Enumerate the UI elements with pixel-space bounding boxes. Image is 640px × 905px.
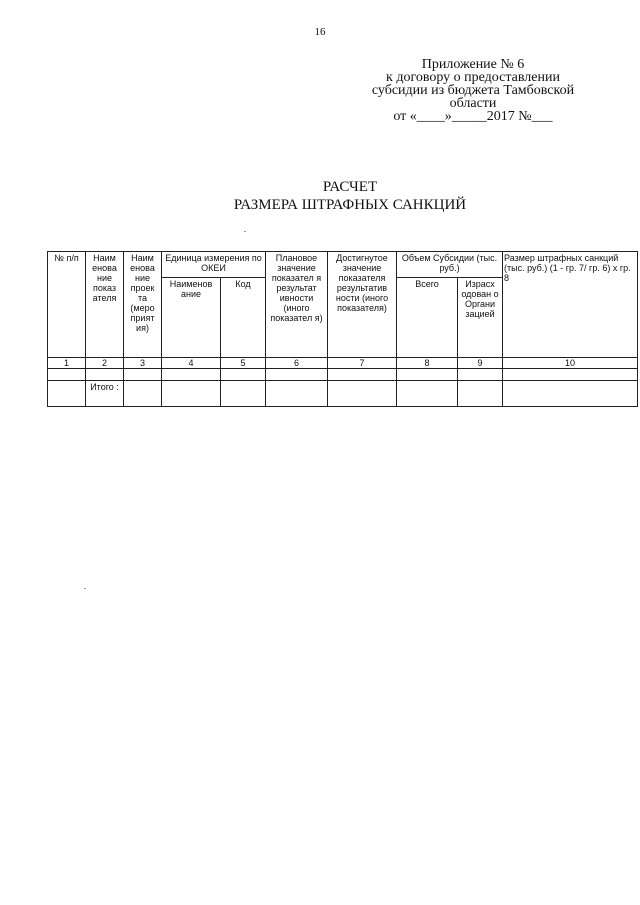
- scan-speck: [84, 588, 86, 589]
- column-number-row: [48, 358, 638, 369]
- header-subsidy-group: Объем Субсидии (тыс. руб.): [397, 252, 503, 278]
- header-subsidy-spent: Израсх одован о Органи зацией: [458, 278, 503, 358]
- table-cell: [328, 381, 397, 407]
- column-number: 10: [503, 358, 638, 369]
- header-achieved-value: Достигнутое значение показателя результатив ности (иного показателя): [328, 252, 397, 358]
- column-number: 7: [328, 358, 397, 369]
- appendix-line-3: субсидии из бюджета Тамбовской: [371, 83, 575, 98]
- sanctions-table: [47, 251, 638, 407]
- table-cell: [221, 369, 266, 381]
- table-cell: [458, 381, 503, 407]
- column-number: 5: [221, 358, 266, 369]
- header-row-1: [48, 252, 638, 278]
- column-number: 6: [266, 358, 328, 369]
- table-row-empty: [48, 369, 638, 381]
- table-row-total: [48, 381, 638, 407]
- page-number: 16: [314, 26, 326, 38]
- header-planned-value: Плановое значение показател я результат ивности (иного показател я): [266, 252, 328, 358]
- header-unit-group: Единица измерения по ОКЕИ: [162, 252, 266, 278]
- header-penalty-amount: Размер штрафных санкций (тыс. руб.) (1 - гр. 7/ гр. 6) x гр. 8: [503, 252, 638, 358]
- table-cell: [221, 381, 266, 407]
- column-number: 9: [458, 358, 503, 369]
- column-number: 1: [48, 358, 86, 369]
- table-cell: [48, 369, 86, 381]
- header-project-name: Наим енова ние проек та (меро прият ия): [124, 252, 162, 358]
- sanctions-table-wrapper: [47, 251, 640, 411]
- appendix-line-4: области: [449, 96, 497, 111]
- table-cell: [124, 369, 162, 381]
- header-number: № п/п: [48, 252, 86, 358]
- header-unit-name: Наименов ание: [162, 278, 221, 358]
- table-cell: [328, 369, 397, 381]
- table-cell: [397, 381, 458, 407]
- table-cell: [266, 381, 328, 407]
- header-unit-code: Код: [221, 278, 266, 358]
- scan-speck: [244, 231, 246, 232]
- column-number: 8: [397, 358, 458, 369]
- column-number: 2: [86, 358, 124, 369]
- appendix-line-2: к договору о предоставлении: [386, 70, 560, 85]
- table-cell: [458, 369, 503, 381]
- header-subsidy-total: Всего: [397, 278, 458, 358]
- appendix-line-1: Приложение № 6: [421, 57, 525, 72]
- column-number: 3: [124, 358, 162, 369]
- header-indicator-name: Наим енова ние показ ателя: [86, 252, 124, 358]
- table-cell: [266, 369, 328, 381]
- appendix-line-5: от «____»_____2017 №___: [393, 109, 553, 124]
- table-cell: [503, 369, 638, 381]
- table-cell: [48, 381, 86, 407]
- appendix-block: [360, 58, 586, 123]
- table-cell: [503, 381, 638, 407]
- title-line-2: РАЗМЕРА ШТРАФНЫХ САНКЦИЙ: [233, 197, 467, 213]
- total-label: Итого :: [86, 381, 124, 407]
- table-cell: [124, 381, 162, 407]
- table-cell: [162, 381, 221, 407]
- title-line-1: РАСЧЕТ: [322, 179, 378, 195]
- table-cell: [86, 369, 124, 381]
- table-cell: [162, 369, 221, 381]
- column-number: 4: [162, 358, 221, 369]
- table-cell: [397, 369, 458, 381]
- document-title: [0, 178, 640, 214]
